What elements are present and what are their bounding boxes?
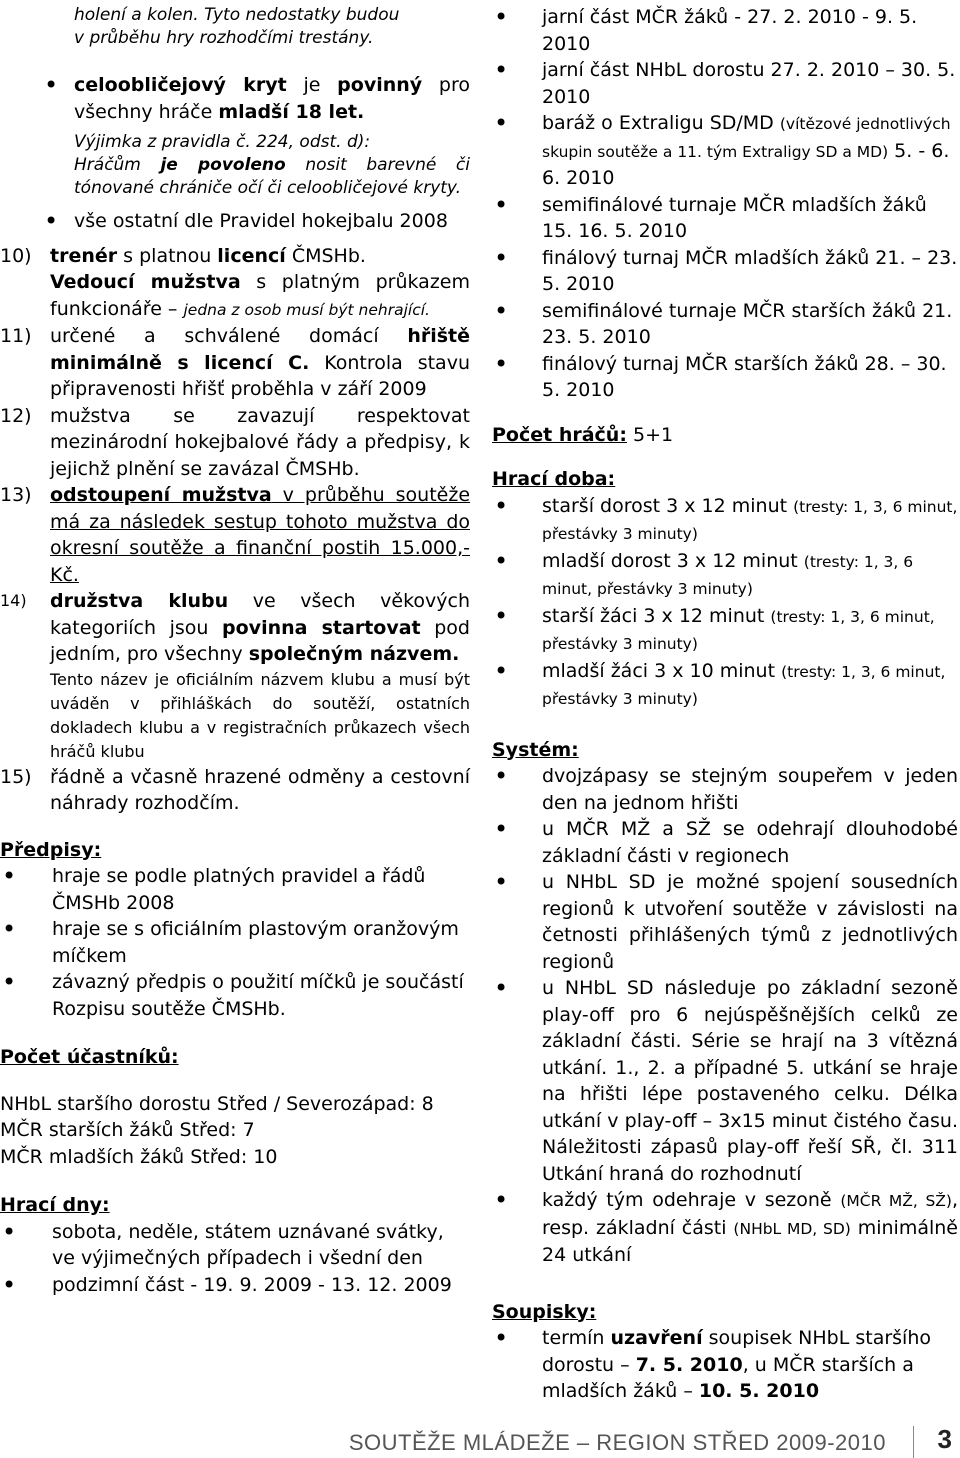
- cage-label: celoobličejový kryt: [74, 74, 287, 96]
- text: ČMSHb.: [285, 244, 366, 267]
- text: Kontrola stavu připravenosti hřišť proběhla v září 2009: [50, 351, 470, 400]
- list-item: [492, 493, 958, 548]
- text: v průběhu soutěže má za následek sestup tohoto mužstva do okresní soutěže a finanční postih 15.000,- Kč.: [50, 484, 471, 586]
- allowed-word: je povoleno: [160, 155, 286, 175]
- item-14: [0, 588, 470, 764]
- text: s platnou: [117, 244, 218, 267]
- text: 7. 5. 2010: [635, 1353, 743, 1376]
- text: Hráčům: [74, 155, 161, 175]
- text: každý tým odehraje v sezoně: [542, 1189, 841, 1211]
- list-item: • jarní část NHbL dorostu 27. 2. 2010 – 30. 5. 2010: [492, 57, 958, 110]
- item-13: [0, 482, 470, 588]
- text: jedna z osob musí být nehrající.: [183, 300, 430, 319]
- text: starší žáci 3 x 12 minut: [542, 604, 771, 627]
- list-item: • hraje se s oficiálním plastovým oranžovým míčkem: [0, 916, 470, 969]
- required-word: povinný: [337, 74, 423, 96]
- text: 5. - 6. 6. 2010: [542, 139, 950, 189]
- text: (MČR MŽ, SŽ): [840, 1192, 952, 1210]
- section-heading-predpisy: Předpisy:: [0, 838, 102, 861]
- text: (tresty: 1, 3, 6 minut, přestávky 3 minuty): [542, 552, 914, 598]
- text: trenér: [50, 244, 118, 267]
- predpisy-list: [0, 863, 470, 1022]
- text: starší dorost 3 x 12 minut: [542, 494, 794, 517]
- text: odstoupení mužstva: [50, 484, 272, 506]
- left-column: [0, 4, 470, 1298]
- rest-list: [0, 208, 470, 235]
- text: družstva klubu: [50, 590, 229, 612]
- footer-divider: [913, 1426, 914, 1458]
- participant-line: MČR mladších žáků Střed: 10: [0, 1145, 278, 1168]
- text: uzavření: [610, 1327, 703, 1349]
- text: (vítězové jednotlivých skupin soutěže a 11. tým Extraligy SD a MD): [542, 115, 951, 161]
- text: pod jedním, pro všechny: [50, 616, 470, 665]
- text: mladší dorost 3 x 12 minut: [542, 549, 804, 572]
- system-list: [492, 763, 958, 1269]
- list-item: • závazný předpis o použití míčků je součástí Rozpisu soutěže ČMSHb.: [0, 969, 470, 1022]
- text: pro všechny hráče: [74, 74, 471, 123]
- hraci-doba-list: [492, 493, 958, 713]
- text: termín: [542, 1327, 611, 1349]
- list-item: • u NHbL SD je možné spojení sousedních regionů k utvoření soutěže v závislosti na četnosti přihlášených týmů z jednotlivých regionů: [492, 869, 958, 975]
- text: řádně a včasně hrazené odměny a cestovní náhrady rozhodčím.: [50, 765, 470, 814]
- item-10: [0, 243, 470, 324]
- list-item: • sobota, neděle, státem uznávané svátky, ve výjimečných případech i všední den: [0, 1219, 470, 1272]
- player-count: 5+1: [626, 423, 674, 446]
- list-item: [492, 1187, 958, 1269]
- section-heading-system: Systém:: [492, 738, 579, 761]
- list-item: • semifinálové turnaje MČR starších žáků 21. 23. 5. 2010: [492, 298, 958, 351]
- list-item: • dvojzápasy se stejným soupeřem v jeden den na jednom hřišti: [492, 763, 958, 816]
- list-item: • hraje se podle platných pravidel a řádů ČMSHb 2008: [0, 863, 470, 916]
- list-item: • u MČR MŽ a SŽ se odehrají dlouhodobé základní části v regionech: [492, 816, 958, 869]
- text: hřiště minimálně s licencí C.: [50, 325, 470, 374]
- text: , resp. základní části: [542, 1189, 958, 1239]
- section-heading-soupisky: Soupisky:: [492, 1300, 597, 1323]
- age-limit: mladší 18 let.: [218, 100, 365, 123]
- text: s platným průkazem funkcionáře –: [50, 271, 470, 320]
- list-item: • podzimní část - 19. 9. 2009 - 13. 12. 2009: [0, 1272, 470, 1299]
- item-11: [0, 323, 470, 403]
- list-item: • finálový turnaj MČR starších žáků 28. – 30. 5. 2010: [492, 351, 958, 404]
- list-item: • finálový turnaj MČR mladších žáků 21. – 23. 5. 2010: [492, 245, 958, 298]
- list-item: • u NHbL SD následuje po základní sezoně play-off pro 6 nejúspěšnějších celků ze základní části. Série se hrají na 3 vítězná utkání. 1., 2. a případné 5. utkání se hraje na hřišti lépe postaveného celku. Délka utkání v play-off – 3x15 minut čistého času. Náležitosti zápasů play-off řeší SŘ, čl. 311 Utkání hraná do rozhodnutí: [492, 975, 958, 1187]
- text: soupisek NHbL staršího dorostu –: [542, 1327, 932, 1376]
- text: mladší žáci 3 x 10 minut: [542, 659, 782, 682]
- item-12: [0, 403, 470, 483]
- participant-line: MČR starších žáků Střed: 7: [0, 1119, 255, 1141]
- text: určené a schválené domácí: [50, 325, 408, 347]
- hraci-dny-list: [0, 1219, 470, 1299]
- item-number: 11): [0, 325, 32, 347]
- text: (tresty: 1, 3, 6 minut, přestávky 3 minuty): [542, 497, 958, 543]
- text: Vedoucí mužstva: [50, 271, 241, 293]
- text: (NHbL MD, SD): [733, 1219, 851, 1238]
- list-item: [492, 658, 958, 713]
- text: , u MČR starších a mladších žáků –: [542, 1353, 914, 1402]
- list-item: [492, 548, 958, 603]
- section-heading-pocet-hracu: Počet hráčů:: [492, 423, 627, 446]
- text: nosit barevné či tónované chrániče očí či celoobličejové kryty.: [74, 155, 470, 198]
- list-item: [492, 110, 958, 192]
- intro-line: holení a kolen. Tyto nedostatky budou: [74, 5, 400, 25]
- item-number: 13): [0, 484, 32, 506]
- text: povinna startovat: [222, 616, 421, 639]
- list-item: • semifinálové turnaje MČR mladších žáků 15. 16. 5. 2010: [492, 192, 958, 245]
- list-item: [492, 603, 958, 658]
- item-number: 15): [0, 765, 32, 788]
- exception-title: Výjimka z pravidla č. 224, odst. d):: [74, 132, 371, 152]
- exception-note: [0, 131, 470, 200]
- text: baráž o Extraligu SD/MD: [542, 112, 780, 134]
- list-item: • jarní část MČR žáků - 27. 2. 2010 - 9. 5. 2010: [492, 4, 958, 57]
- page-number: 3: [937, 1424, 952, 1454]
- section-heading-ucastnici: Počet účastníků:: [0, 1046, 179, 1068]
- text: ve všech věkových kategoriích jsou: [50, 590, 470, 639]
- page-footer: [0, 1424, 960, 1458]
- soupisky-list: [492, 1325, 958, 1405]
- list-item: • vše ostatní dle Pravidel hokejbalu 2008: [0, 208, 470, 235]
- equipment-list: [0, 72, 470, 125]
- section-heading-hraci-dny: Hrací dny:: [0, 1194, 110, 1216]
- footer-title: SOUTĚŽE MLÁDEŽE – REGION STŘED 2009-2010: [348, 1430, 886, 1455]
- text: společným názvem.: [248, 643, 460, 665]
- text: mužstva se zavazují respektovat mezinárodní hokejbalové řády a předpisy, k jejichž plnění se zavázal ČMSHb.: [50, 404, 470, 480]
- right-column: [492, 4, 958, 1405]
- text: 10. 5. 2010: [698, 1380, 820, 1402]
- text: (tresty: 1, 3, 6 minut, přestávky 3 minuty): [542, 607, 935, 653]
- text: (tresty: 1, 3, 6 minut, přestávky 3 minuty): [542, 662, 946, 708]
- intro-text: [0, 4, 470, 50]
- item-15: [0, 764, 470, 817]
- text: licencí: [217, 244, 286, 267]
- dates-list: [492, 4, 958, 404]
- text: minimálně 24 utkání: [542, 1216, 958, 1266]
- club-name-note: Tento název je oficiálním názvem klubu a musí být uváděn v přihláškách do soutěží, ostatních dokladech klubu a v registračních průkazech všech hráčů klubu: [50, 669, 470, 761]
- participant-line: NHbL staršího dorostu Střed / Severozápad: 8: [0, 1092, 434, 1115]
- text: je: [286, 74, 338, 96]
- list-item: [0, 72, 470, 125]
- item-number: 12): [0, 404, 32, 427]
- list-item: [492, 1325, 958, 1405]
- item-number: 14): [0, 591, 27, 610]
- item-number: 10): [0, 244, 32, 267]
- intro-line: v průběhu hry rozhodčími trestány.: [74, 28, 374, 48]
- section-heading-hraci-doba: Hrací doba:: [492, 468, 616, 490]
